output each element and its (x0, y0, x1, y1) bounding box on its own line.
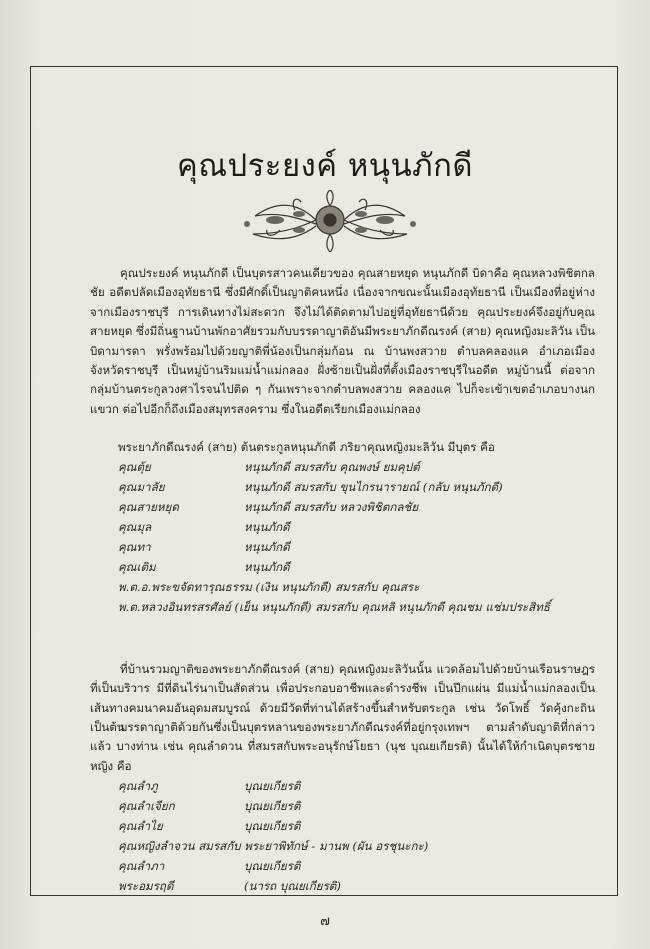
floral-ornament (235, 190, 425, 252)
children-list-extra-2: พ.ต.หลวงอินทรสรศัลย์ (เย็น หนุนภักดี) สมรสกับ คุณหลิ หนุนภักดี คุณชม แช่มประสิทธิ์ (118, 600, 550, 614)
list-item-name: คุณลำไย (118, 819, 163, 833)
list-item-detail: บุณยเกียรติ (244, 859, 301, 873)
list-item-detail: หนุนภักดี (244, 520, 290, 534)
list-item-name: คุณตุ้ย (118, 460, 151, 474)
list-item-detail: บุณยเกียรติ (244, 779, 301, 793)
list-item-detail: หนุนภักดี สมรสกับ หลวงพิชิตกลชัย (244, 500, 419, 514)
children-list-extra-1: พ.ต.อ.พระขจัดทารุณธรรม (เงิน หนุนภักดี) สมรสกับ คุณสระ (118, 580, 420, 594)
list-item-detail: หนุนภักดี (244, 560, 290, 574)
village-paragraph-text: ที่บ้านรวมญาติของพระยาภักดีณรงค์ (สาย) คุณหญิงมะลิวันนั้น แวดล้อมไปด้วยบ้านเรือนราษฎรที่เป็นบริวาร มีที่ดินไร่นาเป็นสัดส่วน เพื่อประกอบอาชีพและดำรงชีพ เป็นปึกแผ่น มีแม่น้ำแม่กลองเป็นเส้นทางคมนาคมอันอุดมสมบูรณ์ ด้วยมีวัดที่ท่านได้สร้างขึ้นสำหรับตระกูล เช่น วัดโพธิ์ วัดคุ้งกะถิน เป็นต้น (90, 662, 595, 735)
list-item-detail: หนุนภักดี สมรสกับ ขุนไกรนารายณ์ (กลับ หนุนภักดี) (244, 480, 503, 494)
list-item-name: คุณมาลัย (118, 480, 165, 494)
page-number: ๗ (320, 914, 330, 929)
list-item-name: คุณลำภู (118, 779, 158, 793)
intro-paragraph (90, 264, 595, 419)
children-list-intro: พระยาภักดีณรงค์ (สาย) ต้นตระกูลหนุนภักดี ภริยาคุณหญิงมะลิวัน มีบุตร คือ (118, 440, 495, 454)
list-item-detail: (นารถ บุณยเกียรติ) (244, 879, 341, 893)
list-item-detail: หนุนภักดี สมรสกับ คุณพงษ์ ยมคุปต์ (244, 460, 420, 474)
list-item-name: คุณลำภา (118, 859, 165, 873)
list-item-name: พระอมรฤดี (118, 879, 174, 893)
list-item-name: คุณสายหยุด (118, 500, 179, 514)
list-item-name: คุณลำเจียก (118, 799, 175, 813)
list-item-name: คุณมุล (118, 520, 152, 534)
list-item-detail: หนุนภักดี (244, 540, 290, 554)
relatives-paragraph-text: บรรดาญาติด้วยกันซึ่งเป็นบุตรหลานของพระยาภักดีณรงค์ที่อยู่กรุงเทพฯ ตามลำดับญาติที่กล่าวแล้ว บางท่าน เช่น คุณลำดวน ที่สมรสกับพระอนุรักษ์โยธา (นุช บุณยเกียรติ) นั้นได้ให้กำเนิดบุตรชายหญิง คือ (90, 720, 595, 773)
list-item-name: คุณหญิงลำจวน สมรสกับ พระยาพิทักษ์ - มานพ (ผัน อรชุนะกะ) (118, 839, 429, 853)
list-item-detail: บุณยเกียรติ (244, 819, 301, 833)
list-item-name: คุณทา (118, 540, 151, 554)
relatives-paragraph (90, 718, 595, 776)
list-item-name: คุณเติม (118, 560, 156, 574)
list-item-detail: บุณยเกียรติ (244, 799, 301, 813)
page-title: คุณประยงค์ หนุนภักดี (176, 148, 474, 184)
intro-paragraph-text: คุณประยงค์ หนุนภักดี เป็นบุตรสาวคนเดียวของ คุณสายหยุด หนุนภักดี บิดาคือ คุณหลวงพิชิตกลชัย อดีตปลัดเมืองอุทัยธานี ซึ่งมีศักดิ์เป็นญาติคนหนึ่ง เนื่องจากขณะนั้นเมืองอุทัยธานี เป็นเมืองที่อยู่ห่างจากเมืองราชบุรี การเดินทางไม่สะดวก จึงไม่ได้ติดตามไปอยู่ที่อุทัยธานีด้วย คุณประยงค์จึงอยู่กับคุณสายหยุด ซึ่งมีถิ่นฐานบ้านพักอาศัยรวมกับบรรดาญาติอันมีพระยาภักดีณรงค์ (สาย) คุณหญิงมะลิวัน เป็นบิดามารดา พรั่งพร้อมไปด้วยญาติพี่น้องเป็นกลุ่มก้อน ณ บ้านพงสวาย ตำบลคลองแค อำเภอเมือง จังหวัดราชบุรี เป็นหมู่บ้านริมแม่น้ำแม่กลอง ฝั่งซ้ายเป็นฝั่งที่ตั้งเมืองราชบุรีในอดีต หมู่บ้านนี้ ต่อจากกลุ่มบ้านตระกูลวงศาไรจนไปติด ๆ กันเพราะจากตำบลพงสวาย คลองแค ไปก็จะเข้าเขตอำเภอบางนกแขวก ต่อไปอีกก็ถึงเมืองสมุทรสงคราม ซึ่งในอดีตเรียกเมืองแม่กลอง (90, 266, 595, 416)
